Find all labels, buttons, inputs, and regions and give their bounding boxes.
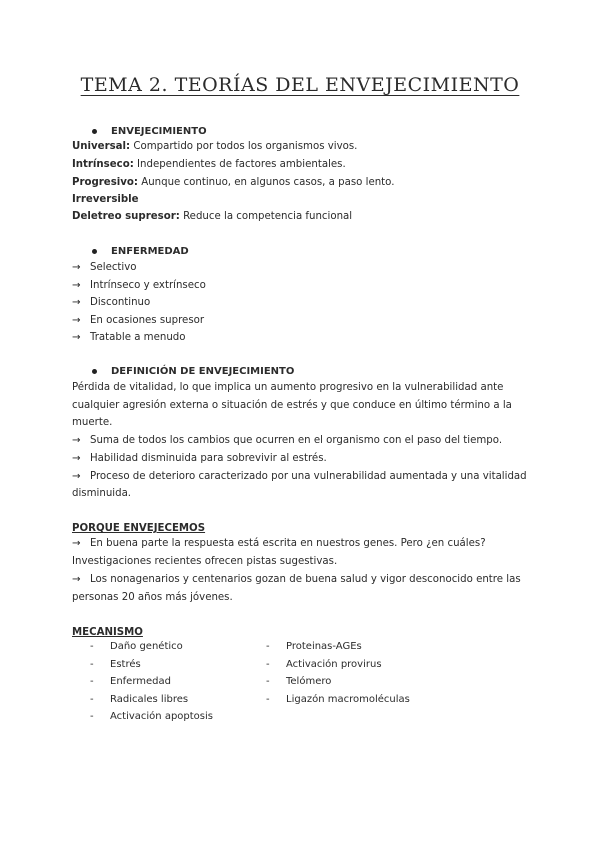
list-item: - Daño genético	[90, 641, 183, 652]
arrow-icon: →	[72, 435, 81, 446]
arrow-icon: →	[72, 315, 81, 326]
section-heading-mecanismo: MECANISMO	[72, 627, 143, 638]
bullet-icon	[92, 369, 97, 374]
section-heading-enfermedad: ENFERMEDAD	[92, 246, 189, 257]
list-item: - Estrés	[90, 658, 141, 670]
paragraph-line: Pérdida de vitalidad, lo que implica un aumento progresivo en la vulnerabilidad ante	[72, 382, 504, 393]
list-item: → Habilidad disminuida para sobrevivir al estrés.	[72, 450, 540, 467]
definition-line: Deletreo supresor: Reduce la competencia funcional	[72, 211, 353, 222]
list-item-continuation: disminuida.	[72, 488, 132, 499]
definition-line: Progresivo: Aunque continuo, en algunos casos, a paso lento.	[72, 177, 395, 188]
list-item: - Telómero	[266, 676, 332, 687]
list-item: - Ligazón macromoléculas	[266, 693, 410, 705]
list-item: - Enfermedad	[90, 676, 171, 687]
list-item: - Proteinas-AGEs	[266, 641, 362, 652]
paragraph-line: Investigaciones recientes ofrecen pistas sugestivas.	[72, 556, 338, 567]
mechanism-list-right	[266, 638, 410, 708]
page-title: TEMA 2. TEORÍAS DEL ENVEJECIMIENTO	[80, 74, 520, 96]
list-item: → Suma de todos los cambios que ocurren en el organismo con el paso del tiempo.	[72, 432, 540, 449]
definition-line: Intrínseco: Independientes de factores ambientales.	[72, 159, 346, 170]
arrow-icon: →	[72, 453, 81, 464]
section-heading-definicion: DEFINICIÓN DE ENVEJECIMIENTO	[92, 366, 294, 377]
arrow-icon: →	[72, 332, 81, 343]
paragraph-line: muerte.	[72, 417, 113, 428]
list-item: → Intrínseco y extrínseco	[72, 277, 540, 294]
arrow-icon: →	[72, 262, 81, 273]
list-item: → Discontinuo	[72, 294, 540, 311]
list-item: → Selectivo	[72, 259, 540, 276]
list-item: → En buena parte la respuesta está escrita en nuestros genes. Pero ¿en cuáles?	[72, 535, 540, 552]
definition-line: Irreversible	[72, 194, 139, 205]
list-item: → Proceso de deterioro caracterizado por una vulnerabilidad aumentada y una vitalidad	[72, 468, 540, 485]
paragraph-line: personas 20 años más jóvenes.	[72, 592, 233, 603]
list-item: → Los nonagenarios y centenarios gozan de buena salud y vigor desconocido entre las	[72, 571, 540, 588]
list-item: → En ocasiones supresor	[72, 312, 540, 329]
list-item: - Activación provirus	[266, 658, 382, 670]
bullet-icon	[92, 129, 97, 134]
section-heading-envejecimiento: ENVEJECIMIENTO	[92, 126, 207, 137]
mechanism-list-left	[90, 638, 213, 726]
arrow-icon: →	[72, 538, 81, 549]
list-item: - Activación apoptosis	[90, 711, 213, 722]
bullet-icon	[92, 249, 97, 254]
arrow-icon: →	[72, 471, 81, 482]
paragraph-line: cualquier agresión externa o situación de estrés y que conduce en último término a la	[72, 400, 512, 411]
arrow-icon: →	[72, 574, 81, 585]
arrow-icon: →	[72, 280, 81, 291]
arrow-icon: →	[72, 297, 81, 308]
list-item: - Radicales libres	[90, 693, 189, 705]
section-heading-porque: PORQUE ENVEJECEMOS	[72, 523, 206, 534]
definition-line: Universal: Compartido por todos los organismos vivos.	[72, 141, 358, 152]
list-item: → Tratable a menudo	[72, 329, 540, 346]
